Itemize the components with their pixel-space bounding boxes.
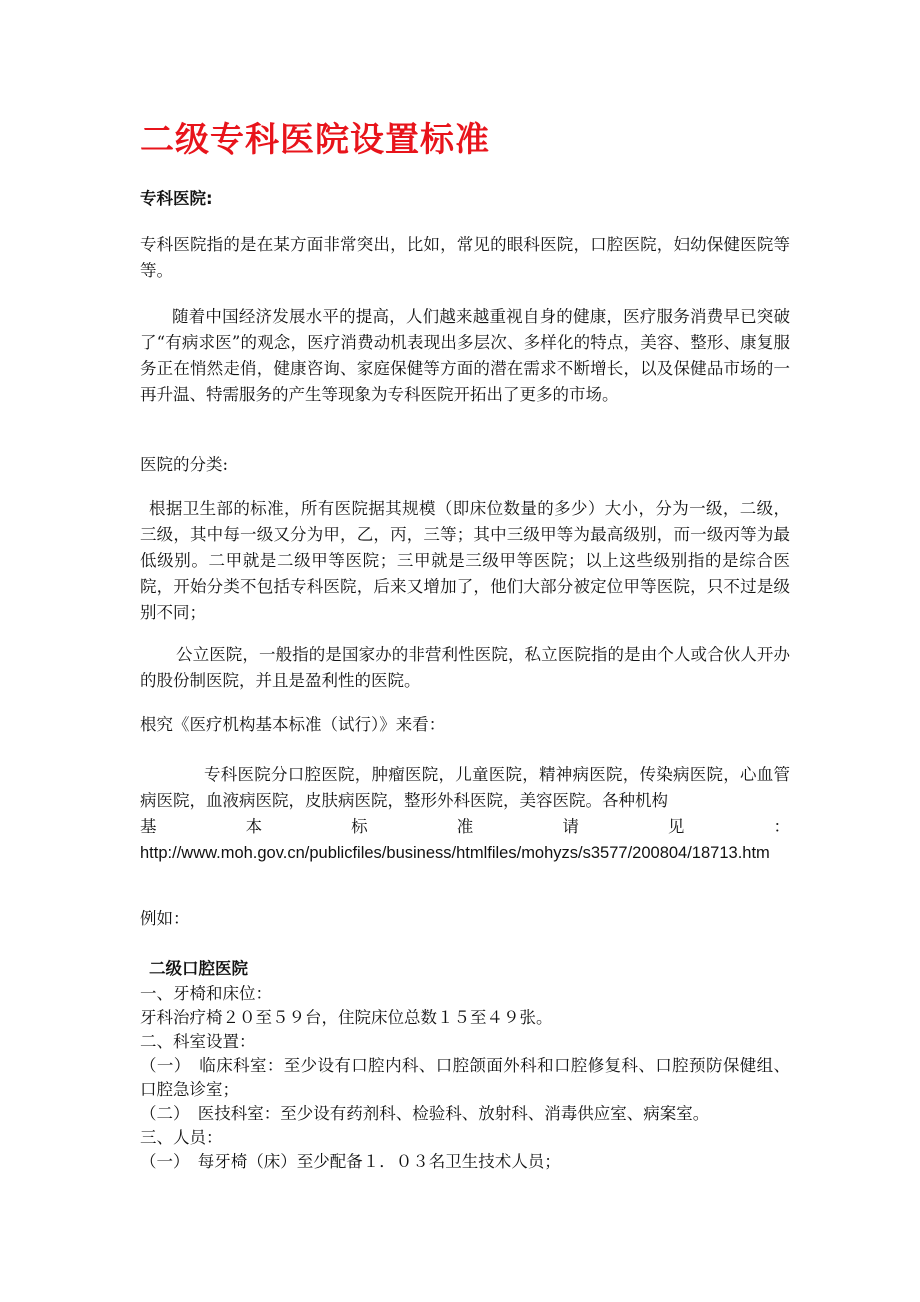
list-item: 三、人员：: [140, 1128, 223, 1147]
public-private-paragraph: 公立医院，一般指的是国家办的非营利性医院，私立医院指的是由个人或合伙人开办的股份制医院，并且是盈利性的医院。: [140, 645, 790, 690]
spread-word: 基: [140, 817, 157, 836]
spread-word: ：: [773, 817, 790, 836]
development-paragraph: 随着中国经济发展水平的提高，人们越来越重视自身的健康，医疗服务消费早已突破了“有病求医”的观念，医疗消费动机表现出多层次、多样化的特点，美容、整形、康复服务正在悄然走俏，健康咨询、家庭保健等方面的潜在需求不断增长，以及保健品市场的一再升温、特需服务的产生等现象为专科医院开拓出了更多的市场。: [140, 307, 790, 404]
list-item: 牙科治疗椅２０至５９台，住院床位总数１５至４９张。: [140, 1008, 553, 1027]
hospital-types-paragraph: [140, 762, 790, 866]
spread-word: 本: [245, 817, 263, 836]
classification-heading: 医院的分类:: [140, 455, 229, 474]
item-list: [140, 982, 790, 1174]
list-item: 一、牙椅和床位：: [140, 984, 272, 1003]
example-label: 例如：: [140, 909, 190, 928]
list-item: （一） 每牙椅（床）至少配备１．０３名卫生技术人员；: [140, 1152, 561, 1171]
spread-word: 准: [456, 817, 474, 836]
intro-paragraph: 专科医院指的是在某方面非常突出，比如，常见的眼科医院，口腔医院，妇幼保健医院等等。: [140, 235, 790, 280]
list-item: 二、科室设置：: [140, 1032, 256, 1051]
spread-word: 请: [562, 817, 579, 836]
spread-word: 见: [667, 817, 685, 836]
classification-paragraph: 根据卫生部的标准，所有医院据其规模（即床位数量的多少）大小，分为一级，二级，三级，其中每一级又分为甲，乙，丙，三等；其中三级甲等为最高级别，而一级丙等为最低级别。二甲就是二级甲等医院；三甲就是三级甲等医院；以上这些级别指的是综合医院，开始分类不包括专科医院，后来又增加了，他们大部分被定位甲等医院，只不过是级别不同；: [140, 499, 790, 622]
standard-url-link[interactable]: http://www.moh.gov.cn/publicfiles/business/htmlfiles/mohyzs/s3577/200804/18713.htm: [140, 844, 770, 862]
spread-words-line: [140, 814, 790, 840]
hospital-types-text: 专科医院分口腔医院，肿瘤医院，儿童医院，精神病医院，传染病医院，心血管病医院，血液病医院，皮肤病医院，整形外科医院，美容医院。各种机构: [140, 765, 790, 810]
subsection-title: 二级口腔医院: [149, 959, 248, 978]
reference-line: 根究《医疗机构基本标准（试行）》来看：: [140, 715, 446, 734]
section-heading: 专科医院:: [140, 189, 213, 208]
list-item: （二） 医技科室：至少设有药剂科、检验科、放射科、消毒供应室、病案室。: [140, 1104, 710, 1123]
spread-word: 标: [351, 817, 368, 836]
list-item: （一） 临床科室：至少设有口腔内科、口腔颌面外科和口腔修复科、口腔预防保健组、口腔急诊室；: [140, 1056, 790, 1099]
document-title: 二级专科医院设置标准: [140, 120, 490, 160]
